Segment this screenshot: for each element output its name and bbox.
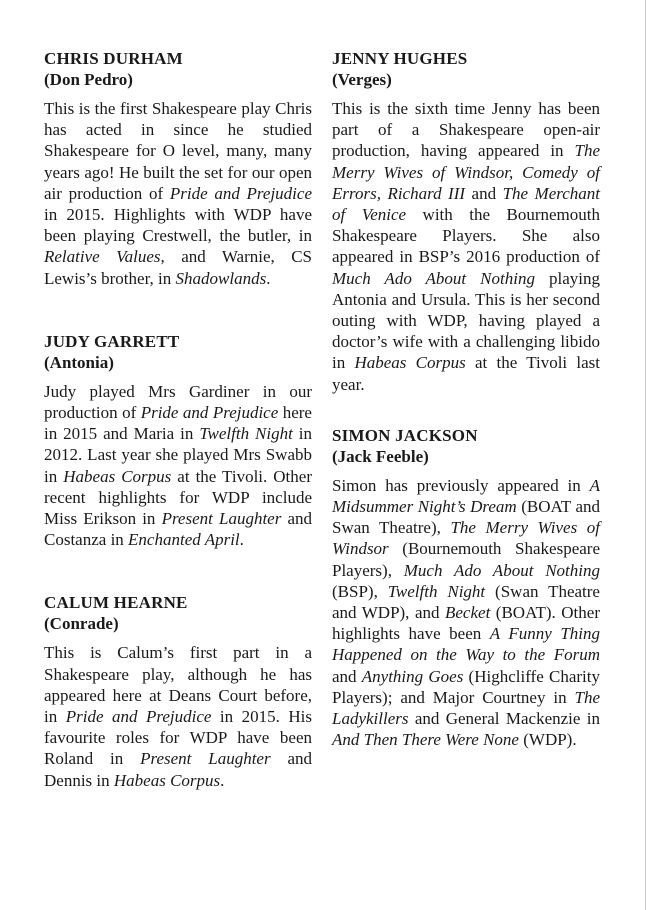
bio-text-run: Judy played Mrs Gardiner in our production of <box>44 381 312 423</box>
bio-title-run: Twelfth Night <box>199 424 293 444</box>
cast-role: (Verges) <box>332 70 392 89</box>
cast-entry-simon-jackson <box>332 425 600 751</box>
bio-title-run: A Midsummer Night’s Dream <box>332 475 600 517</box>
bio-text-run: This is the first Shakespeare play Chris has acted in since he studied Shakespeare for O level, many, many years ago! He built the set for our open air production of <box>44 99 312 203</box>
bio-text-run: and General Mackenzie in <box>408 709 600 729</box>
bio-title-run: Present Laughter <box>140 749 271 769</box>
bio-title-run: Habeas Corpus <box>354 353 466 373</box>
bio-title-run: The Ladykillers <box>332 687 600 729</box>
cast-name: JENNY HUGHES <box>332 49 468 68</box>
bio-text-run: and Costanza in <box>44 509 312 550</box>
bio-text-run: (WDP). <box>518 730 577 750</box>
bio-title-run: Anything Goes <box>361 666 464 686</box>
bio-text-run: (BSP), <box>332 581 388 601</box>
bio-text-run: (Bournemouth Shakespeare Players), <box>332 539 600 580</box>
cast-bio <box>44 642 312 790</box>
cast-role: (Jack Feeble) <box>332 446 429 466</box>
bio-title-run: Pride and Prejudice <box>140 403 279 423</box>
bio-text-run: at the Tivoli last year. <box>332 353 600 394</box>
bio-text-run: . <box>239 530 244 550</box>
bio-title-run: The Merry Wives of Windsor <box>332 518 601 559</box>
bio-text-run: here in 2015 and Maria in <box>44 403 312 444</box>
bio-text-run: in 2015. His favourite roles for WDP have been Roland in <box>44 707 312 769</box>
bio-title-run: Pride and Prejudice <box>65 707 212 727</box>
bio-text-run: in 2015. Highlights with WDP have been playing Crestwell, the butler, in <box>44 205 312 246</box>
bio-title-run: Present Laughter <box>161 509 282 529</box>
cast-entry-chris-durham <box>44 48 312 289</box>
bio-text-run: and Dennis in <box>44 749 313 790</box>
bio-text-run: . <box>266 268 271 288</box>
cast-name: CALUM HEARNE <box>44 593 188 613</box>
cast-entry-jenny-hughes <box>332 48 600 395</box>
bio-text-run: (Swan Theatre and WDP), and <box>332 581 600 623</box>
bio-text-run: Simon has previously appeared in <box>332 475 590 495</box>
bio-text-run: This is the sixth time Jenny has been part of a Shakespeare open-air production, having appeared in <box>332 99 600 161</box>
cast-bio <box>332 98 600 395</box>
cast-name: CHRIS DURHAM <box>44 49 183 68</box>
bio-title-run: Pride and Prejudice <box>169 183 312 203</box>
bio-title-run: Shadowlands <box>175 268 267 288</box>
bio-text-run: . <box>220 770 225 790</box>
bio-text-run: playing Antonia and Ursula. This is her second outing with WDP, having played a doctor’s wife with a challenging libido in <box>332 268 600 373</box>
cast-name: SIMON JACKSON <box>332 425 478 445</box>
bio-text-run: and <box>332 666 362 686</box>
bio-text-run: (Highcliffe Charity Players); and Major Courtney in <box>332 666 600 707</box>
bio-text-run: with the Bournemouth Shakespeare Players. She also appeared in BSP’s 2016 production of <box>332 205 601 267</box>
bio-title-run: The Merry Wives of Windsor, Comedy of Errors, Richard III <box>332 141 600 203</box>
cast-bio <box>44 98 312 289</box>
cast-bio <box>332 475 600 751</box>
bio-title-run: Enchanted April <box>128 530 240 550</box>
bio-title-run: Becket <box>445 603 491 623</box>
bio-title-run: A Funny Thing Happened on the Way to the Forum <box>332 624 600 665</box>
bio-title-run: Twelfth Night <box>387 581 486 601</box>
bio-text-run: and <box>465 183 503 203</box>
right-column <box>332 48 600 750</box>
bio-text-run: , and Warnie, CS Lewis’s brother, in <box>44 247 312 288</box>
bio-title-run: Habeas Corpus <box>63 466 172 486</box>
bio-text-run: (BOAT and Swan Theatre), <box>332 497 600 538</box>
bio-text-run: in 2012. Last year she played Mrs Swabb in <box>44 424 312 486</box>
cast-name: JUDY GARRETT <box>44 331 180 351</box>
bio-title-run: Much Ado About Nothing <box>332 268 535 288</box>
bio-title-run: And Then There Were None <box>332 730 519 750</box>
cast-bio <box>44 381 312 551</box>
bio-text-run: (BOAT). Other highlights have been <box>332 603 600 644</box>
bio-title-run: Habeas Corpus <box>113 770 221 790</box>
bio-text-run: at the Tivoli. Other recent highlights for WDP include Miss Erikson in <box>44 466 312 529</box>
left-column <box>44 48 312 791</box>
bio-text-run: This is Calum’s first part in a Shakespeare play, although he has appeared here at Deans Court before, in <box>44 643 312 727</box>
cast-role: (Antonia) <box>44 352 114 372</box>
cast-role: (Conrade) <box>44 614 119 634</box>
bio-title-run: The Merchant of Venice <box>332 183 601 225</box>
bio-title-run: Relative Values <box>44 247 161 267</box>
cast-entry-judy-garrett <box>44 331 312 551</box>
cast-role: (Don Pedro) <box>44 70 133 89</box>
bio-title-run: Much Ado About Nothing <box>403 560 600 580</box>
cast-entry-calum-hearne <box>44 592 312 790</box>
